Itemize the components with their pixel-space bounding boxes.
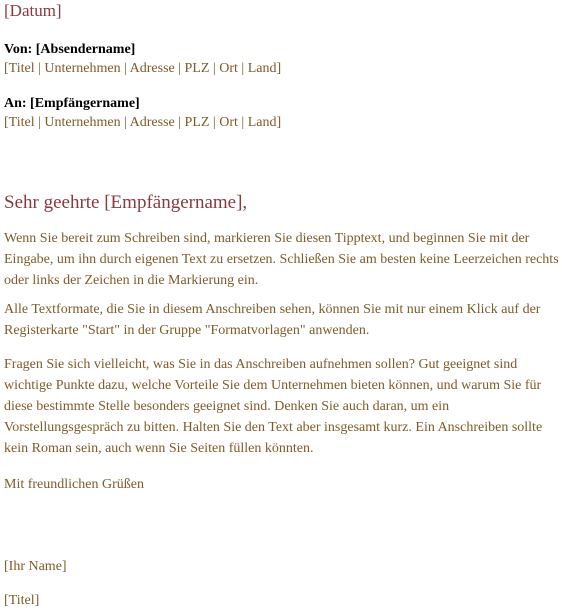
date-field[interactable]: [Datum] bbox=[4, 1, 62, 20]
signature-name[interactable]: [Ihr Name] bbox=[4, 559, 67, 574]
recipient-address[interactable]: [Titel | Unternehmen | Adresse | PLZ | Ort | Land] bbox=[4, 115, 282, 130]
sender-label[interactable]: Von: [Absendername] bbox=[4, 42, 136, 57]
body-paragraph-3[interactable]: Fragen Sie sich vielleicht, was Sie in das Anschreiben aufnehmen sollen? Gut geeignet sind wichtige Punkte dazu, welche Vorteile Sie dem Unternehmen bieten können, und warum Sie für diese bestimmte Stelle besonders geeignet sind. Denken Sie auch daran, um ein Vorstellungsgespräch zu bitten. Halten Sie den Text aber insgesamt kurz. Ein Anschreiben sollte kein Roman sein, auch wenn Sie Seiten füllen könnten. bbox=[4, 357, 543, 456]
closing-line[interactable]: Mit freundlichen Grüßen bbox=[4, 477, 144, 492]
salutation[interactable]: Sehr geehrte [Empfängername], bbox=[4, 192, 248, 213]
body-paragraph-2[interactable]: Alle Textformate, die Sie in diesem Anschreiben sehen, können Sie mit nur einem Klick auf der Registerkarte "Start" in der Gruppe "Formatvorlagen" anwenden. bbox=[4, 302, 541, 338]
recipient-label[interactable]: An: [Empfängername] bbox=[4, 96, 140, 111]
signature-title[interactable]: [Titel] bbox=[4, 593, 40, 608]
sender-address[interactable]: [Titel | Unternehmen | Adresse | PLZ | Ort | Land] bbox=[4, 61, 282, 76]
body-paragraph-1[interactable]: Wenn Sie bereit zum Schreiben sind, markieren Sie diesen Tipptext, und beginnen Sie mit der Eingabe, um ihn durch eigenen Text zu ersetzen. Schließen Sie am besten keine Leerzeichen rechts oder links der Zeichen in die Markierung ein. bbox=[4, 231, 559, 288]
